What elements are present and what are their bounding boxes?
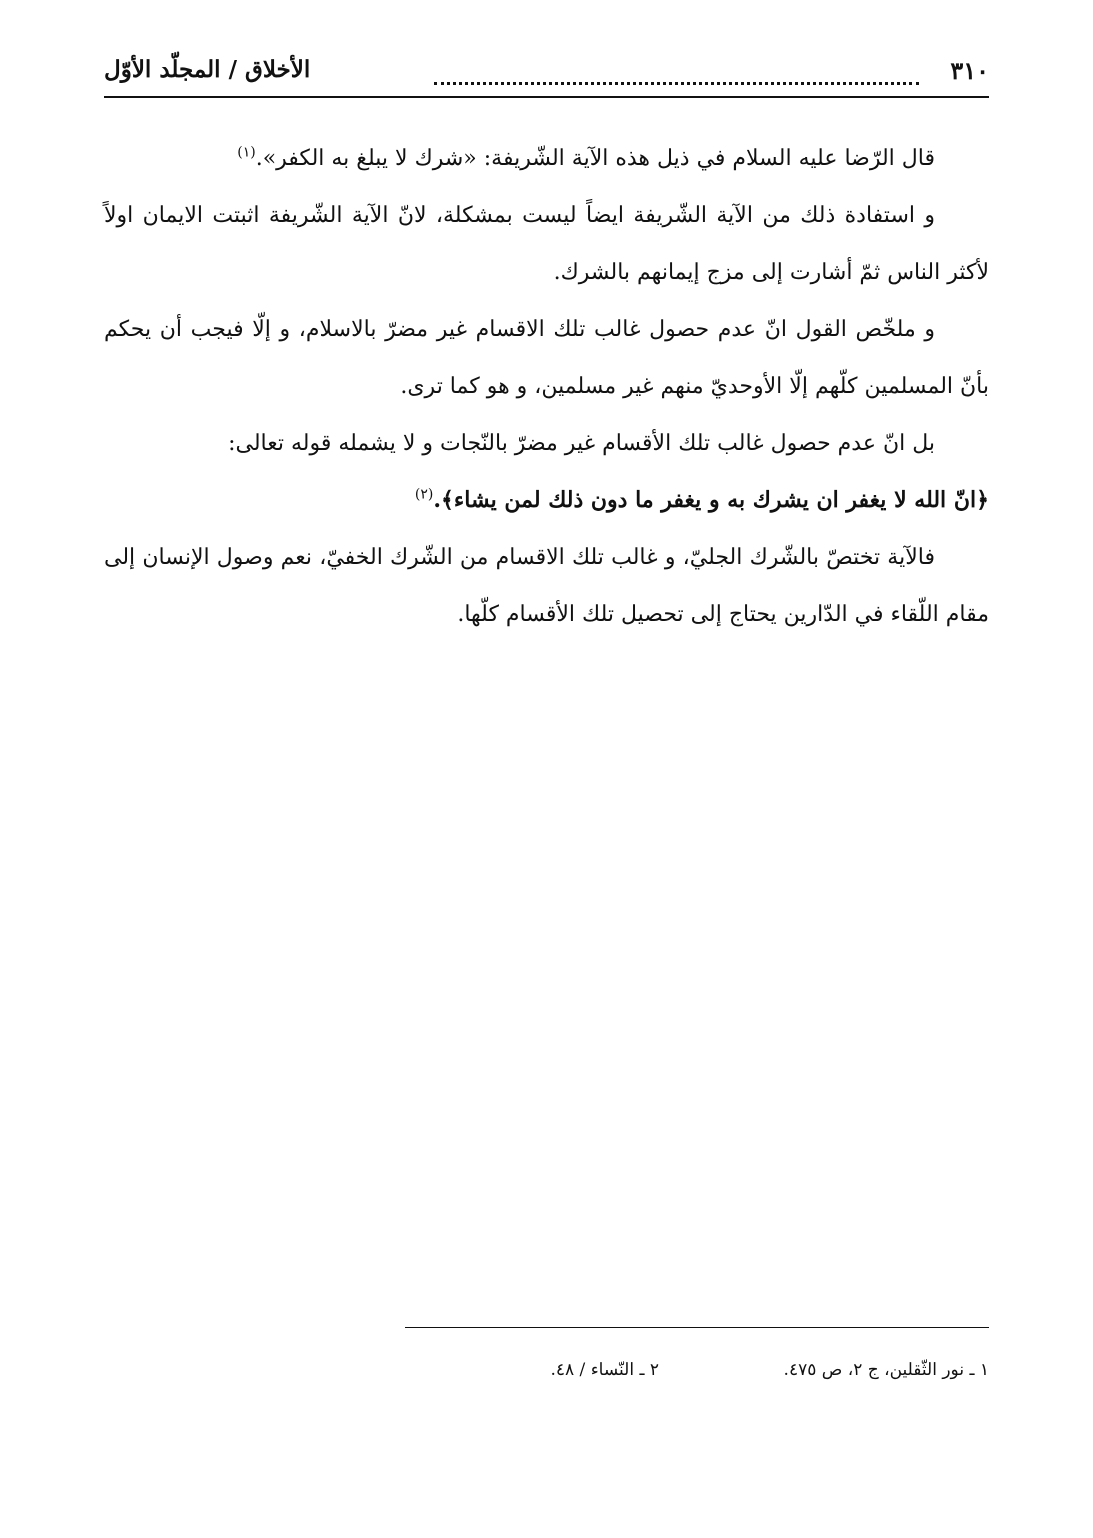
paragraph-1-text: قال الرّضا عليه السلام في ذيل هذه الآية الشّريفة: «شرك لا يبلغ به الكفر». <box>255 146 935 171</box>
footnotes <box>389 1360 989 1390</box>
footnote-ref-2: (٢) <box>414 486 434 503</box>
paragraph-1 <box>104 130 989 187</box>
paragraph-4: بل انّ عدم حصول غالب تلك الأقسام غير مضرّ بالنّجات و لا يشمله قوله تعالى: <box>228 431 935 456</box>
page-number: ٣١٠ <box>950 56 989 85</box>
paragraph-6: فالآية تختصّ بالشّرك الجليّ، و غالب تلك الاقسام من الشّرك الخفيّ، نعم وصول الإنسان إلى مقام اللّقاء في الدّارين يحتاج إلى تحصيل تلك الأقسام كلّها. <box>104 545 989 627</box>
running-title: الأخلاق / المجلّد الأوّل <box>104 56 311 83</box>
paragraph-2: و استفادة ذلك من الآية الشّريفة ايضاً ليست بمشكلة، لانّ الآية الشّريفة اثبتت الايمان اولاً لأكثر الناس ثمّ أشارت إلى مزج إيمانهم بالشرك. <box>104 203 989 285</box>
quran-verse-line <box>104 472 989 529</box>
footnote-ref-1: (١) <box>237 144 256 161</box>
page-header <box>104 52 989 98</box>
quran-verse: ﴿انّ الله لا يغفر ان يشرك به و يغفر ما دون ذلك لمن يشاء﴾. <box>433 487 989 513</box>
body-text <box>104 130 989 643</box>
footnote-1: ١ ـ نور الثّقلين، ج ٢، ص ٤٧٥. <box>783 1360 989 1380</box>
dotted-leader <box>434 82 919 85</box>
paragraph-3: و ملخّص القول انّ عدم حصول غالب تلك الاقسام غير مضرّ بالاسلام، و إلّا فيجب أن يحكم بأنّ المسلمين كلّهم إلّا الأوحديّ منهم غير مسلمين، و هو كما ترى. <box>104 317 989 399</box>
footnote-separator <box>405 1327 989 1328</box>
footnote-2: ٢ ـ النّساء / ٤٨. <box>550 1360 659 1380</box>
